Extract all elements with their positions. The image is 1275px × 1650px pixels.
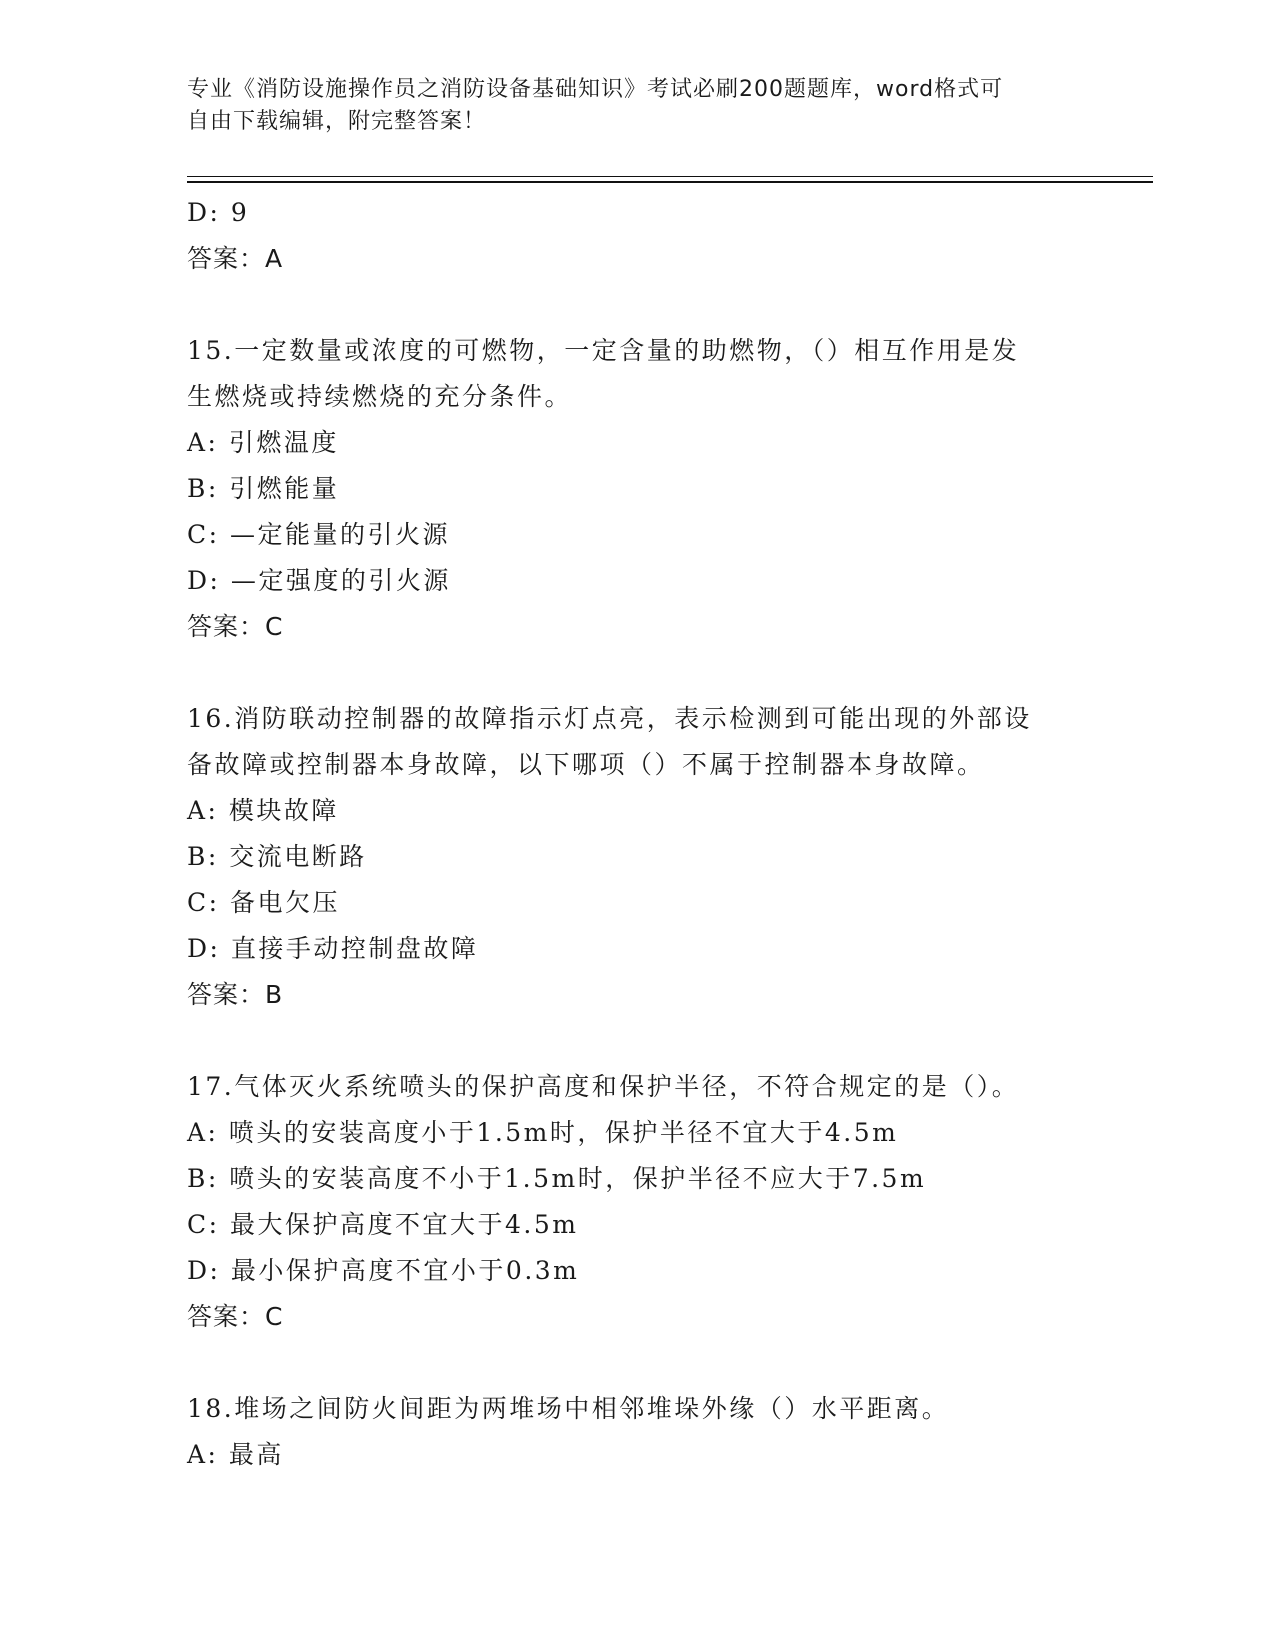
option-b: B: 交流电断路: [187, 842, 367, 871]
question-18: [187, 1386, 1087, 1478]
answer: 答案：C: [187, 612, 284, 641]
option-c: C: —定能量的引火源: [187, 520, 450, 549]
option-b: B: 引燃能量: [187, 474, 340, 503]
option-a: A: 最高: [187, 1440, 284, 1469]
document-header: [187, 74, 1067, 138]
question-stem: 16.消防联动控制器的故障指示灯点亮，表示检测到可能出现的外部设: [187, 704, 1032, 733]
option-a: A: 模块故障: [187, 796, 339, 825]
option-d: D: 9: [187, 198, 250, 227]
spacer: [187, 282, 1087, 328]
option-a: A: 引燃温度: [187, 428, 339, 457]
document-body: [187, 190, 1087, 1478]
header-divider-thick: [187, 181, 1153, 183]
question-15: [187, 328, 1087, 650]
question-stem: 18.堆场之间防火间距为两堆场中相邻堆垛外缘（）水平距离。: [187, 1394, 950, 1423]
answer: 答案：B: [187, 980, 284, 1009]
question-stem-continued: 备故障或控制器本身故障，以下哪项（）不属于控制器本身故障。: [187, 750, 985, 779]
answer: 答案：A: [187, 244, 284, 273]
option-c: C: 备电欠压: [187, 888, 340, 917]
option-d: D: 直接手动控制盘故障: [187, 934, 479, 963]
header-line-2: 自由下载编辑，附完整答案！: [187, 109, 487, 134]
previous-question-tail: [187, 190, 1087, 282]
option-c: C: 最大保护高度不宜大于4.5m: [187, 1210, 579, 1239]
header-divider-thin: [187, 176, 1153, 177]
question-stem-continued: 生燃烧或持续燃烧的充分条件。: [187, 382, 573, 411]
answer: 答案：C: [187, 1302, 284, 1331]
question-stem: 15.一定数量或浓度的可燃物，一定含量的助燃物，（）相互作用是发: [187, 336, 1020, 365]
option-d: D: 最小保护高度不宜小于0.3m: [187, 1256, 580, 1285]
spacer: [187, 1340, 1087, 1386]
option-a: A: 喷头的安装高度小于1.5m时，保护半径不宜大于4.5m: [187, 1118, 899, 1147]
header-line-1: 专业《消防设施操作员之消防设备基础知识》考试必刷200题题库，word格式可: [187, 77, 1004, 102]
question-stem: 17.气体灭火系统喷头的保护高度和保护半径，不符合规定的是（）。: [187, 1072, 1020, 1101]
question-16: [187, 696, 1087, 1018]
question-17: [187, 1064, 1087, 1340]
spacer: [187, 1018, 1087, 1064]
spacer: [187, 650, 1087, 696]
option-d: D: —定强度的引火源: [187, 566, 451, 595]
option-b: B: 喷头的安装高度不小于1.5m时，保护半径不应大于7.5m: [187, 1164, 927, 1193]
